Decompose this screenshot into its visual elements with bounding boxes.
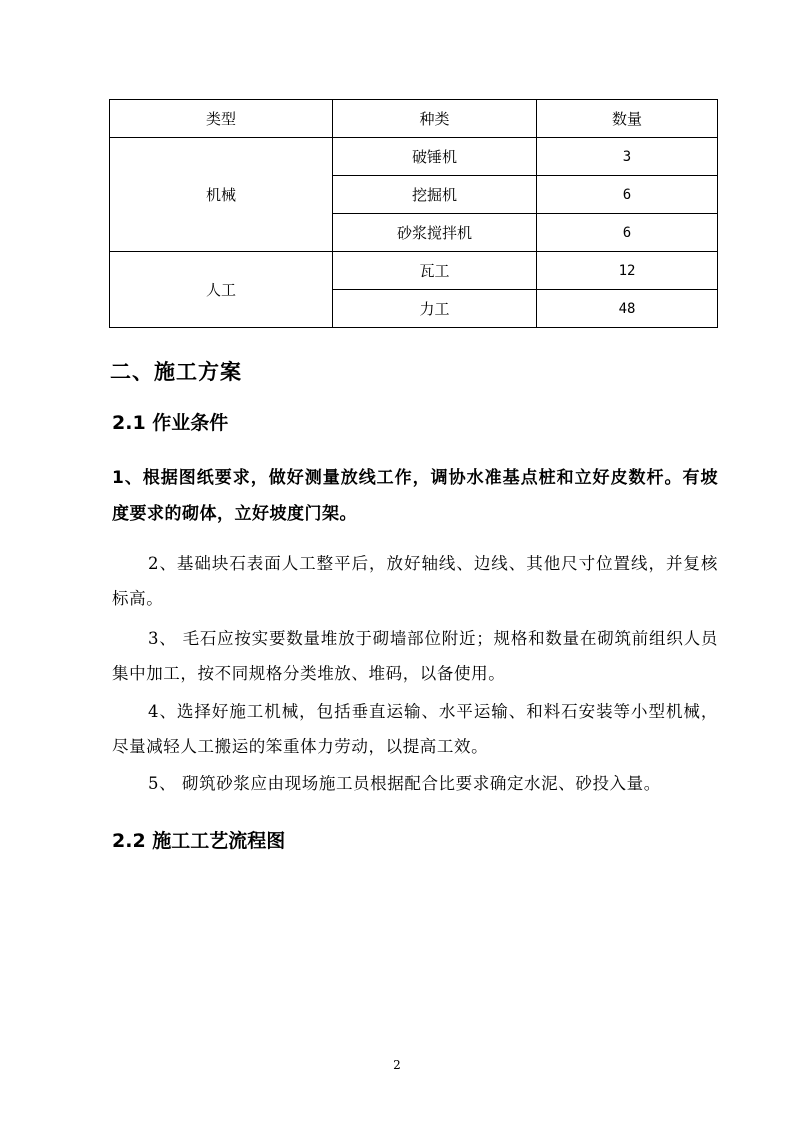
subsection-heading-flowchart: 2.2 施工工艺流程图 — [112, 830, 286, 852]
table-row — [110, 138, 718, 176]
quantity-cell: 6 — [537, 176, 718, 214]
page-number: 2 — [393, 1058, 401, 1072]
condition-item-2: 2、基础块石表面人工整平后，放好轴线、边线、其他尺寸位置线，并复核标高。 — [112, 554, 718, 608]
condition-item-4: 4、选择好施工机械，包括垂直运输、水平运输、和料石安装等小型机械，尽量减轻人工搬运的笨重体力劳动，以提高工效。 — [112, 702, 718, 756]
type-cell-machinery: 机械 — [110, 138, 333, 252]
condition-item-1: 1、根据图纸要求，做好测量放线工作，调协水准基点桩和立好皮数杆。有坡度要求的砌体，立好坡度门架。 — [112, 468, 718, 524]
table-row — [110, 252, 718, 290]
quantity-cell: 6 — [537, 214, 718, 252]
quantity-cell: 48 — [537, 290, 718, 328]
header-kind: 种类 — [333, 100, 537, 138]
quantity-cell: 12 — [537, 252, 718, 290]
condition-item-3: 3、 毛石应按实要数量堆放于砌墙部位附近；规格和数量在砌筑前组织人员集中加工，按不同规格分类堆放、堆码，以备使用。 — [112, 629, 718, 683]
quantity-cell: 3 — [537, 138, 718, 176]
resource-table — [109, 99, 718, 328]
kind-cell: 破锤机 — [333, 138, 537, 176]
type-cell-labor: 人工 — [110, 252, 333, 328]
kind-cell: 砂浆搅拌机 — [333, 214, 537, 252]
header-quantity: 数量 — [537, 100, 718, 138]
condition-item-5: 5、 砌筑砂浆应由现场施工员根据配合比要求确定水泥、砂投入量。 — [148, 774, 661, 793]
kind-cell: 挖掘机 — [333, 176, 537, 214]
subsection-heading-conditions: 2.1 作业条件 — [112, 412, 229, 434]
kind-cell: 力工 — [333, 290, 537, 328]
kind-cell: 瓦工 — [333, 252, 537, 290]
table-header-row — [110, 100, 718, 138]
section-heading: 二、施工方案 — [110, 359, 242, 384]
header-type: 类型 — [110, 100, 333, 138]
